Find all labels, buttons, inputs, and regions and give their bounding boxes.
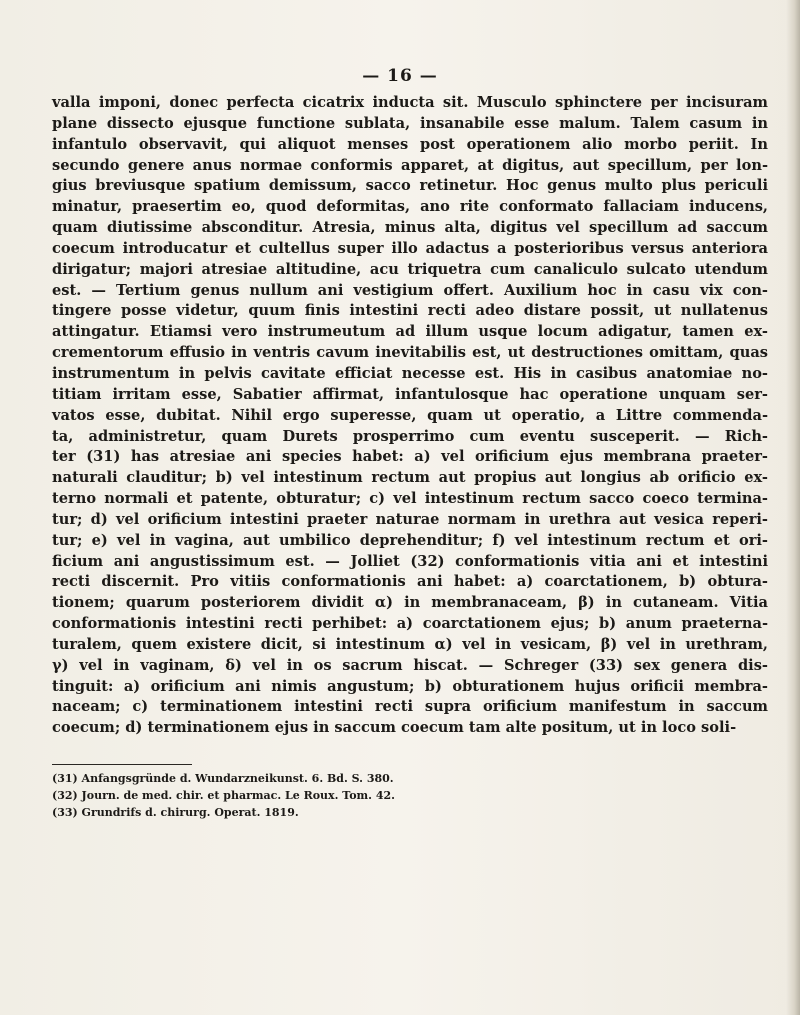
text-line: coecum; d) terminationem ejus in saccum coecum tam alte positum, ut in loco soli- bbox=[52, 719, 737, 737]
text-line: recti discernit. Pro vitiis conformationis ani habet: a) coarctationem, b) obtura- bbox=[52, 573, 768, 591]
text-line: attingatur. Etiamsi vero instrumeutum ad illum usque locum adigatur, tamen ex- bbox=[52, 323, 768, 341]
text-line: tingere posse videtur, quum finis intestini recti adeo distare possit, ut nullatenus bbox=[52, 302, 768, 320]
text-line: est. — Tertium genus nullum ani vestigium offert. Auxilium hoc in casu vix con- bbox=[52, 281, 768, 299]
text-line: valla imponi, donec perfecta cicatrix inducta sit. Musculo sphinctere per incisuram bbox=[52, 94, 768, 111]
text-line: dirigatur; majori atresiae altitudine, acu triquetra cum canaliculo sulcato utendum bbox=[52, 260, 768, 278]
text-line: terno normali et patente, obturatur; c) vel intestinum rectum sacco coeco termina- bbox=[52, 490, 768, 508]
text-line: coecum introducatur et cultellus super illo adactus a posterioribus versus anteriora bbox=[52, 239, 768, 257]
text-line: gius breviusque spatium demissum, sacco retinetur. Hoc genus multo plus periculi bbox=[52, 177, 768, 195]
text-line: secundo genere anus normae conformis apparet, at digitus, aut specillum, per lon- bbox=[52, 156, 768, 174]
footnote-divider bbox=[52, 764, 192, 765]
text-line: plane dissecto ejusque functione sublata, insanabile esse malum. Talem casum in bbox=[52, 114, 768, 132]
text-line: turalem, quem existere dicit, si intestinum α) vel in vesicam, β) vel in urethram, bbox=[52, 635, 768, 653]
text-line: γ) vel in vaginam, δ) vel in os sacrum hiscat. — Schreger (33) sex genera dis- bbox=[52, 656, 768, 674]
text-line: naturali clauditur; b) vel intestinum rectum aut propius aut longius ab orificio ex- bbox=[52, 469, 768, 487]
text-line: tur; e) vel in vagina, aut umbilico deprehenditur; f) vel intestinum rectum et ori- bbox=[52, 531, 768, 549]
text-line: infantulo observavit, qui aliquot menses post operationem alio morbo periit. In bbox=[52, 135, 768, 153]
text-line: instrumentum in pelvis cavitate efficiat necesse est. His in casibus anatomiae no- bbox=[52, 364, 768, 382]
text-line: tur; d) vel orificium intestini praeter naturae normam in urethra aut vesica reperi- bbox=[52, 510, 768, 528]
text-line: ta, administretur, quam Durets prosperrimo cum eventu susceperit. — Rich- bbox=[52, 427, 768, 445]
page-edge-shadow bbox=[786, 0, 800, 1015]
page-number: — 16 — bbox=[362, 66, 438, 86]
text-line: minatur, praesertim eo, quod deformitas, ano rite conformato fallaciam inducens, bbox=[52, 198, 768, 216]
footnote: (32) Journ. de med. chir. et pharmac. Le Roux. Tom. 42. bbox=[52, 789, 395, 802]
text-line: tinguit: a) orificium ani nimis angustum; b) obturationem hujus orificii membra- bbox=[52, 677, 768, 695]
footnotes bbox=[52, 770, 552, 821]
footnote: (33) Grundrifs d. chirurg. Operat. 1819. bbox=[52, 806, 299, 819]
text-line: crementorum effusio in ventris cavum inevitabilis est, ut destructiones omittam, quas bbox=[52, 344, 768, 362]
text-line: titiam irritam esse, Sabatier affirmat, infantulosque hac operatione unquam ser- bbox=[52, 385, 768, 403]
text-line: tionem; quarum posteriorem dividit α) in membranaceam, β) in cutaneam. Vitia bbox=[52, 594, 768, 612]
footnote: (31) Anfangsgründe d. Wundarzneikunst. 6. Bd. S. 380. bbox=[52, 772, 394, 785]
text-line: ficium ani angustissimum est. — Jolliet (32) conformationis vitia ani et intestini bbox=[52, 552, 768, 570]
text-line: conformationis intestini recti perhibet: a) coarctationem ejus; b) anum praeterna- bbox=[52, 615, 768, 633]
text-line: vatos esse, dubitat. Nihil ergo superesse, quam ut operatio, a Littre commenda- bbox=[52, 406, 768, 424]
text-line: naceam; c) terminationem intestini recti supra orificium manifestum in saccum bbox=[52, 698, 768, 716]
body-text bbox=[52, 93, 768, 739]
text-line: quam diutissime absconditur. Atresia, minus alta, digitus vel specillum ad saccum bbox=[52, 219, 768, 237]
text-line: ter (31) has atresiae ani species habet: a) vel orificium ejus membrana praeter- bbox=[52, 448, 768, 466]
